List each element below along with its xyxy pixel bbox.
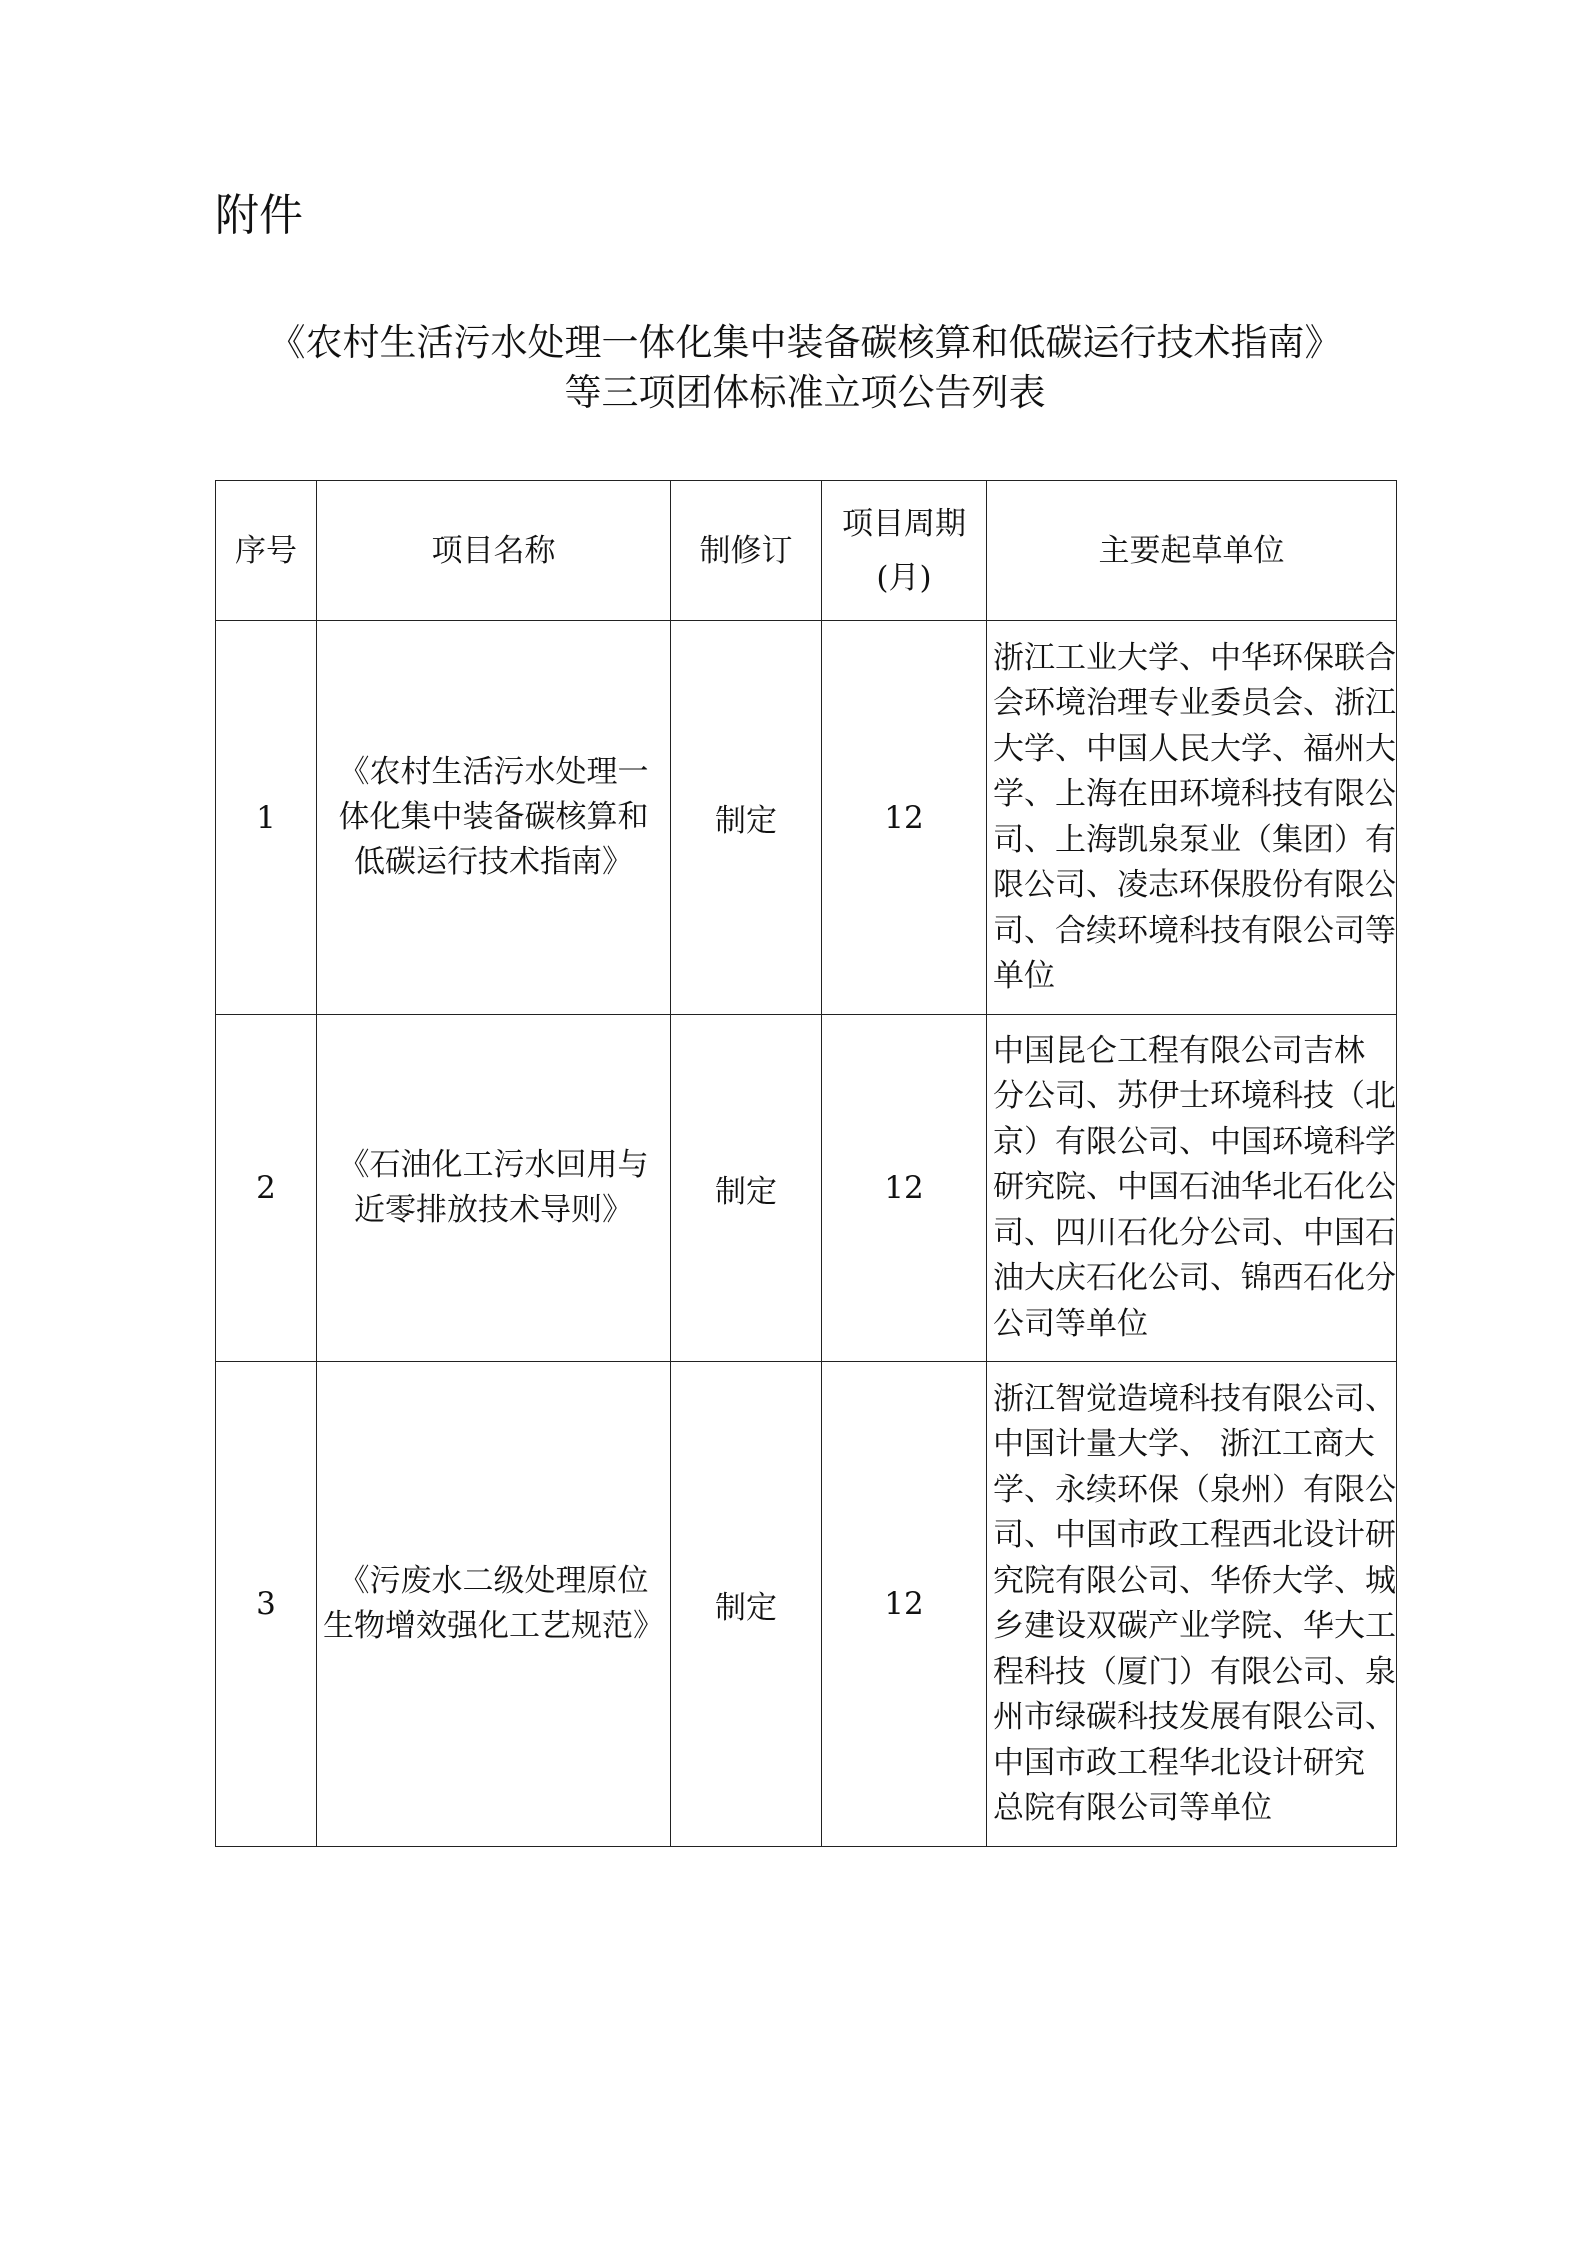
header-index: 序号: [216, 481, 317, 621]
row-cycle: 12: [822, 1015, 987, 1362]
row-unit-line: 学、上海在田环境科技有限公: [993, 776, 1396, 812]
row-index: 2: [216, 1015, 317, 1362]
row-unit-line: 程科技（厦门）有限公司、泉: [993, 1653, 1396, 1690]
row-unit: [987, 621, 1397, 1015]
row-unit-line: 中国计量大学、 浙江工商大: [993, 1426, 1375, 1462]
row-unit-line: 司、上海凯泉泵业（集团）有: [993, 821, 1396, 858]
row-unit-line: 学、永续环保（泉州）有限公: [993, 1471, 1396, 1508]
table-row: [216, 1362, 1397, 1847]
row-unit-line: 大学、中国人民大学、福州大: [993, 730, 1396, 767]
table-header-row: [216, 481, 1397, 621]
title-line-2: 等三项团体标准立项公告列表: [564, 371, 1046, 414]
attachment-label: 附件: [215, 190, 303, 241]
row-name-line: 《石油化工污水回用与: [338, 1147, 649, 1183]
header-cycle-line-1: 项目周期: [842, 505, 966, 542]
row-name-line: 低碳运行技术指南》: [354, 844, 633, 880]
table-row: [216, 621, 1397, 1015]
row-unit-line: 乡建设双碳产业学院、华大工: [993, 1608, 1396, 1644]
row-unit: [987, 1015, 1397, 1362]
row-name-line: 体化集中装备碳核算和: [338, 799, 649, 835]
row-name: [317, 621, 671, 1015]
row-unit-line: 司、合续环境科技有限公司等: [993, 912, 1396, 949]
row-name: [317, 1362, 671, 1847]
row-unit: [987, 1362, 1397, 1847]
row-type: 制定: [671, 1015, 822, 1362]
row-index: 3: [216, 1362, 317, 1847]
row-unit-line: 会环境治理专业委员会、浙江: [993, 685, 1396, 721]
row-unit-line: 司、四川石化分公司、中国石: [993, 1214, 1396, 1251]
row-type: 制定: [671, 621, 822, 1015]
row-name-line: 近零排放技术导则》: [354, 1192, 633, 1228]
row-unit-line: 浙江智觉造境科技有限公司、: [993, 1380, 1396, 1417]
row-name-line: 《农村生活污水处理一: [338, 754, 649, 790]
row-cycle: 12: [822, 621, 987, 1015]
row-unit-line: 浙江工业大学、中华环保联合: [993, 639, 1396, 676]
row-unit-line: 州市绿碳科技发展有限公司、: [993, 1699, 1396, 1735]
table-row: [216, 1015, 1397, 1362]
row-index: 1: [216, 621, 317, 1015]
header-cycle: [822, 481, 987, 621]
header-unit: 主要起草单位: [987, 481, 1397, 621]
row-unit-line: 分公司、苏伊士环境科技（北: [993, 1078, 1396, 1115]
header-name: 项目名称: [317, 481, 671, 621]
row-unit-line: 总院有限公司等单位: [993, 1790, 1272, 1826]
title-line-1: 《农村生活污水处理一体化集中装备碳核算和低碳运行技术指南》: [268, 321, 1342, 364]
project-list-table: [215, 480, 1397, 1847]
row-unit-line: 限公司、凌志环保股份有限公: [993, 867, 1396, 903]
row-unit-line: 中国市政工程华北设计研究: [993, 1744, 1365, 1781]
row-name-line: 生物增效强化工艺规范》: [323, 1608, 664, 1644]
row-unit-line: 单位: [993, 958, 1055, 994]
row-name: [317, 1015, 671, 1362]
header-cycle-line-2: (月): [876, 559, 932, 596]
row-unit-line: 公司等单位: [993, 1305, 1148, 1342]
row-unit-line: 研究院、中国石油华北石化公: [993, 1169, 1396, 1206]
document-title: [215, 318, 1395, 418]
row-unit-line: 究院有限公司、华侨大学、城: [993, 1562, 1396, 1599]
row-unit-line: 中国昆仑工程有限公司吉林: [993, 1032, 1365, 1069]
header-type: 制修订: [671, 481, 822, 621]
row-unit-line: 京）有限公司、中国环境科学: [993, 1123, 1396, 1160]
row-unit-line: 司、中国市政工程西北设计研: [993, 1517, 1396, 1553]
row-unit-line: 油大庆石化公司、锦西石化分: [993, 1260, 1396, 1297]
row-cycle: 12: [822, 1362, 987, 1847]
row-name-line: 《污废水二级处理原位: [338, 1563, 649, 1599]
row-type: 制定: [671, 1362, 822, 1847]
